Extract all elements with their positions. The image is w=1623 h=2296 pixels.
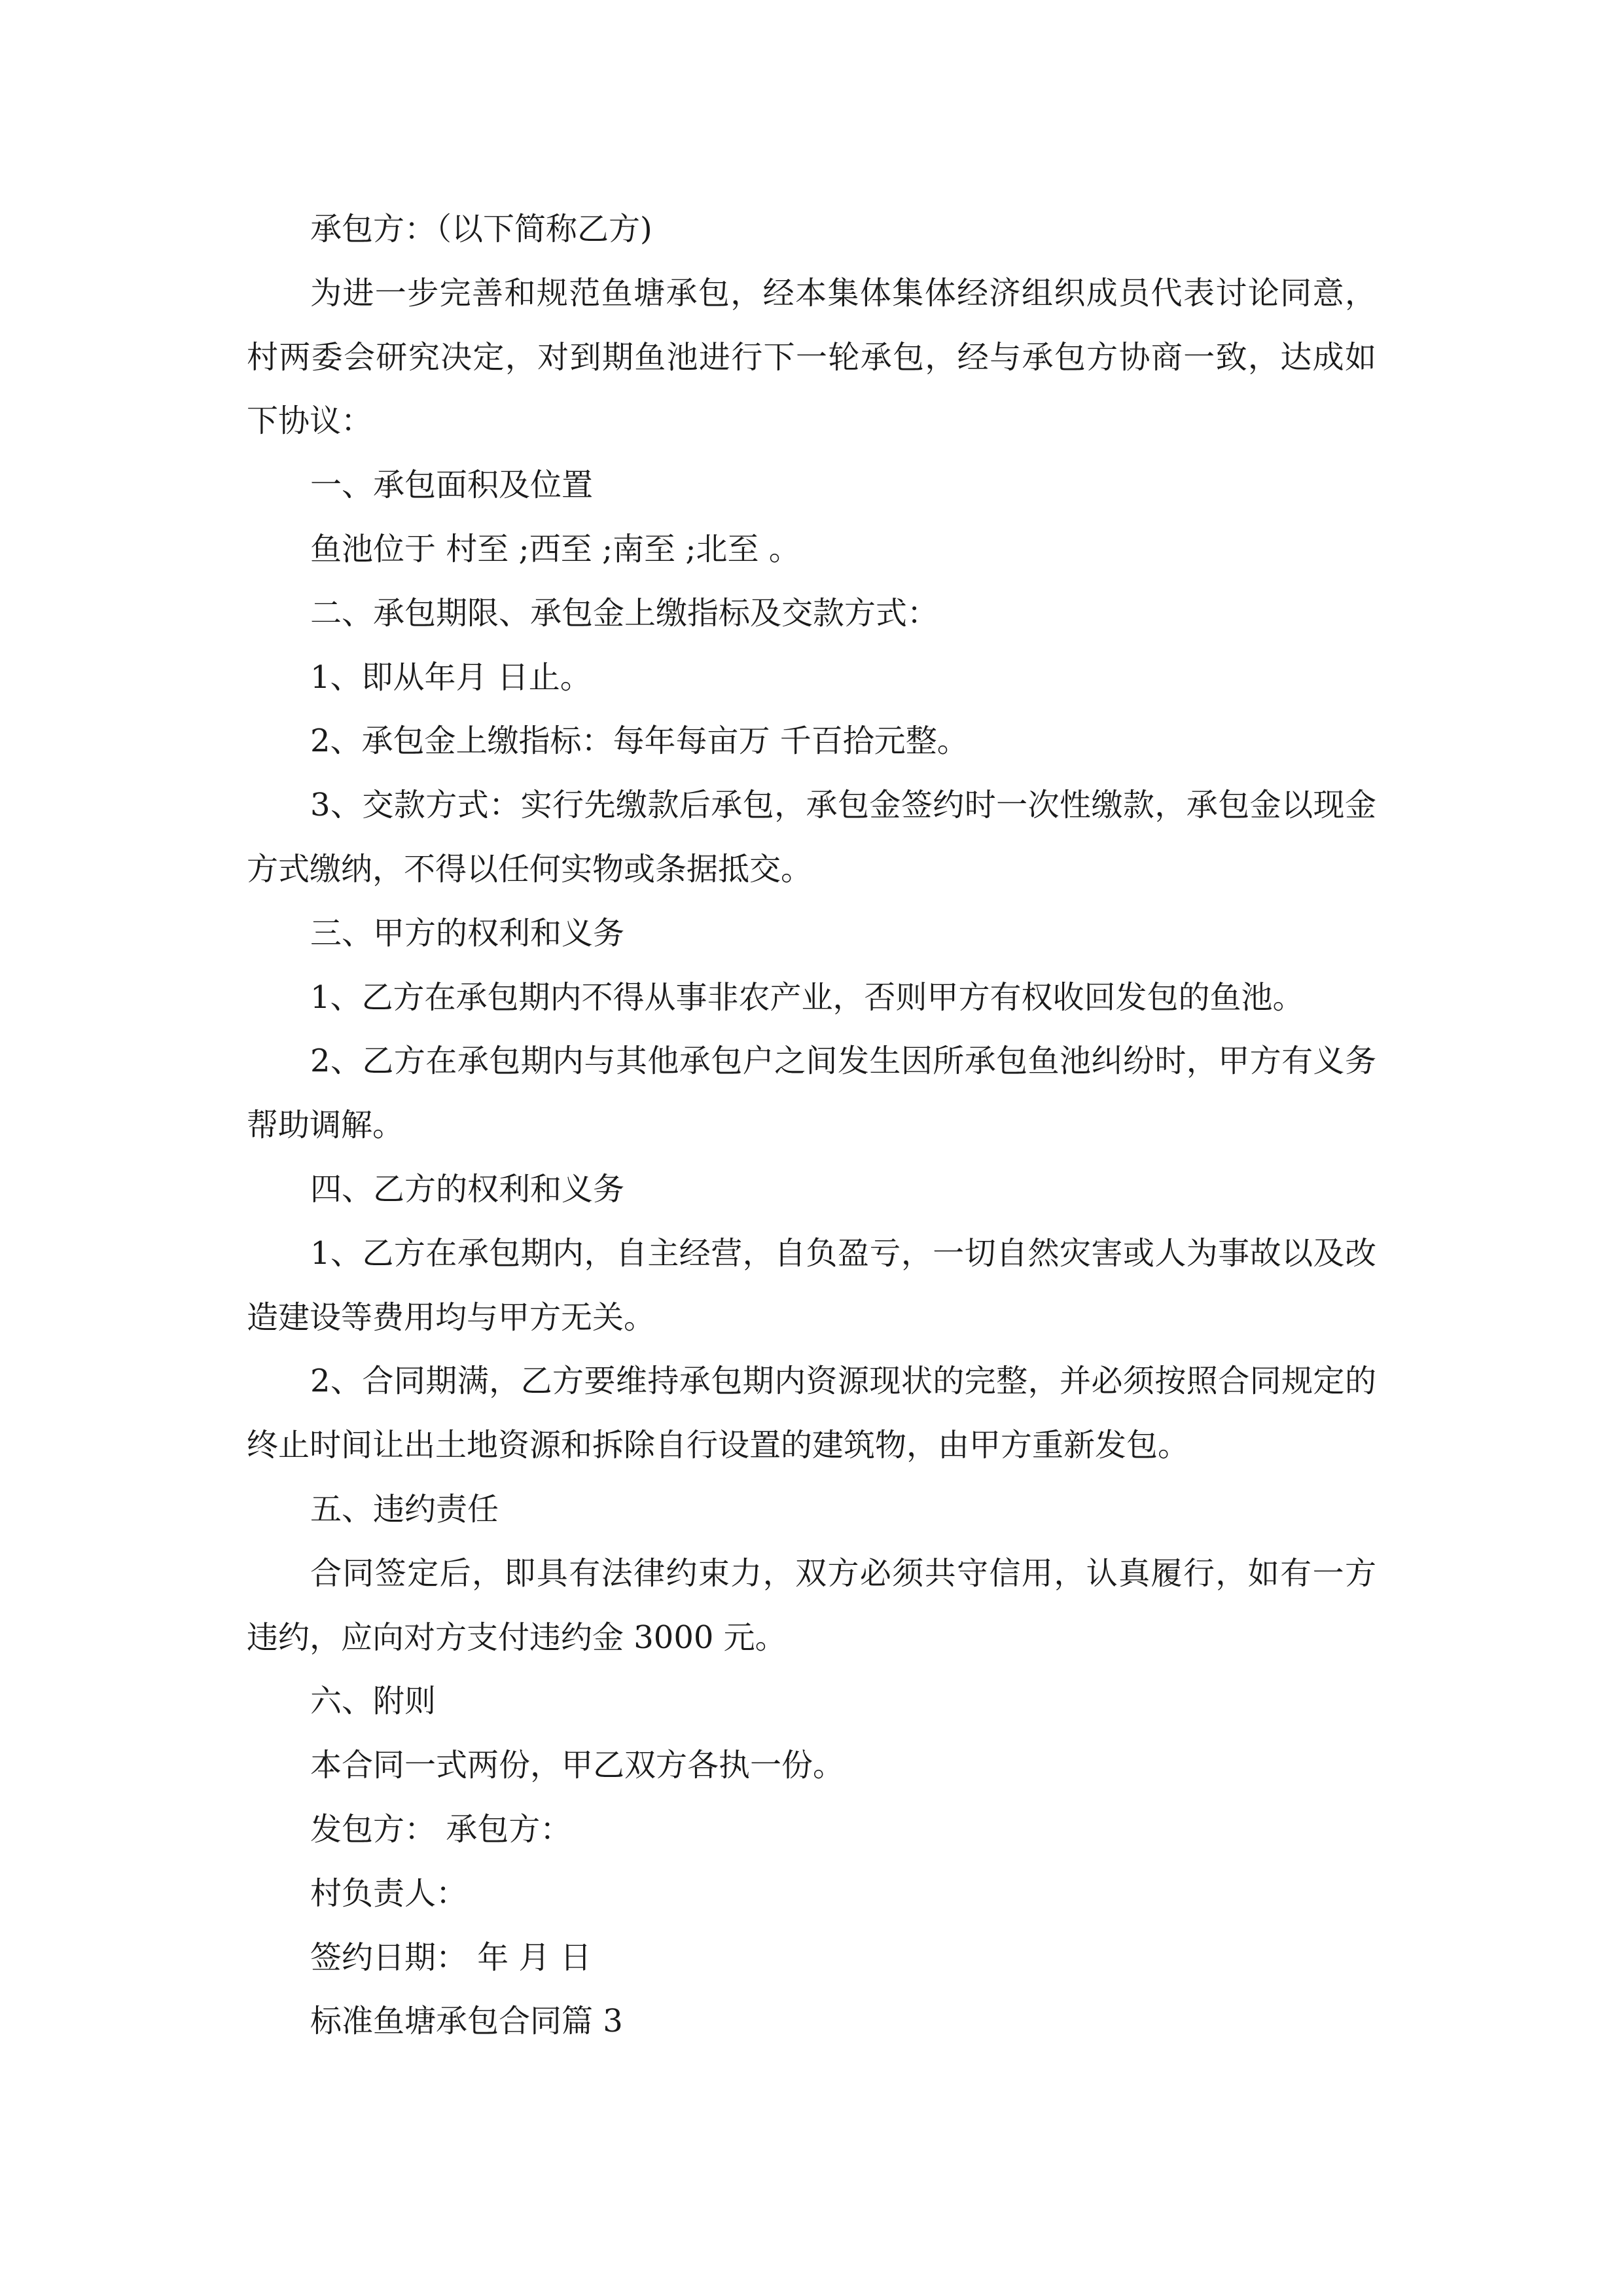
- document-body: [247, 198, 1376, 2054]
- term-clause-3: 3、交款方式：实行先缴款后承包，承包金签约时一次性缴款，承包金以现金方式缴纳，不得以任何实物或条据抵交。: [247, 787, 1376, 888]
- village-head-line: 村负责人：: [310, 1874, 468, 1912]
- party-a-clause-2: 2、乙方在承包期内与其他承包户之间发生因所承包鱼池纠纷时，甲方有义务帮助调解。: [247, 1043, 1376, 1144]
- signing-date-line: 签约日期： 年 月 日: [310, 1939, 592, 1976]
- term-clause-2: 2、承包金上缴指标：每年每亩万 千百拾元整。: [310, 723, 969, 760]
- section-heading-breach: 五、违约责任: [310, 1490, 499, 1528]
- section-heading-supplementary: 六、附则: [310, 1683, 437, 1720]
- party-b-clause-2: 2、合同期满，乙方要维持承包期内资源现状的完整，并必须按照合同规定的终止时间让出土地资源和拆除自行设置的建筑物，由甲方重新发包。: [247, 1363, 1376, 1464]
- contractor-party-line: 承包方：（以下简称乙方): [310, 211, 652, 247]
- section-heading-area-location: 一、承包面积及位置: [310, 467, 594, 504]
- section-heading-party-b: 四、乙方的权利和义务: [310, 1170, 625, 1208]
- section-heading-party-a: 三、甲方的权利和义务: [310, 914, 625, 952]
- preamble-paragraph: 为进一步完善和规范鱼塘承包，经本集体集体经济组织成员代表讨论同意，村两委会研究决定，对到期鱼池进行下一轮承包，经与承包方协商一致，达成如下协议：: [247, 274, 1376, 440]
- party-a-clause-1: 1、乙方在承包期内不得从事非农产业，否则甲方有权收回发包的鱼池。: [310, 978, 1304, 1016]
- section-heading-term-payment: 二、承包期限、承包金上缴指标及交款方式：: [310, 594, 939, 632]
- party-b-clause-1: 1、乙方在承包期内，自主经营，自负盈亏，一切自然灾害或人为事故以及改造建设等费用均与甲方无关。: [247, 1234, 1376, 1336]
- copies-paragraph: 本合同一式两份，甲乙双方各执一份。: [310, 1747, 845, 1784]
- next-contract-title: 标准鱼塘承包合同篇 3: [310, 2003, 623, 2040]
- pond-location-paragraph: 鱼池位于 村至 ;西至 ;南至 ;北至 。: [310, 530, 800, 567]
- breach-paragraph: 合同签定后，即具有法律约束力，双方必须共守信用，认真履行，如有一方违约，应向对方支付违约金 3000 元。: [247, 1554, 1376, 1656]
- term-clause-1: 1、即从年月 日止。: [310, 658, 592, 696]
- signature-parties-line: 发包方： 承包方：: [310, 1810, 572, 1848]
